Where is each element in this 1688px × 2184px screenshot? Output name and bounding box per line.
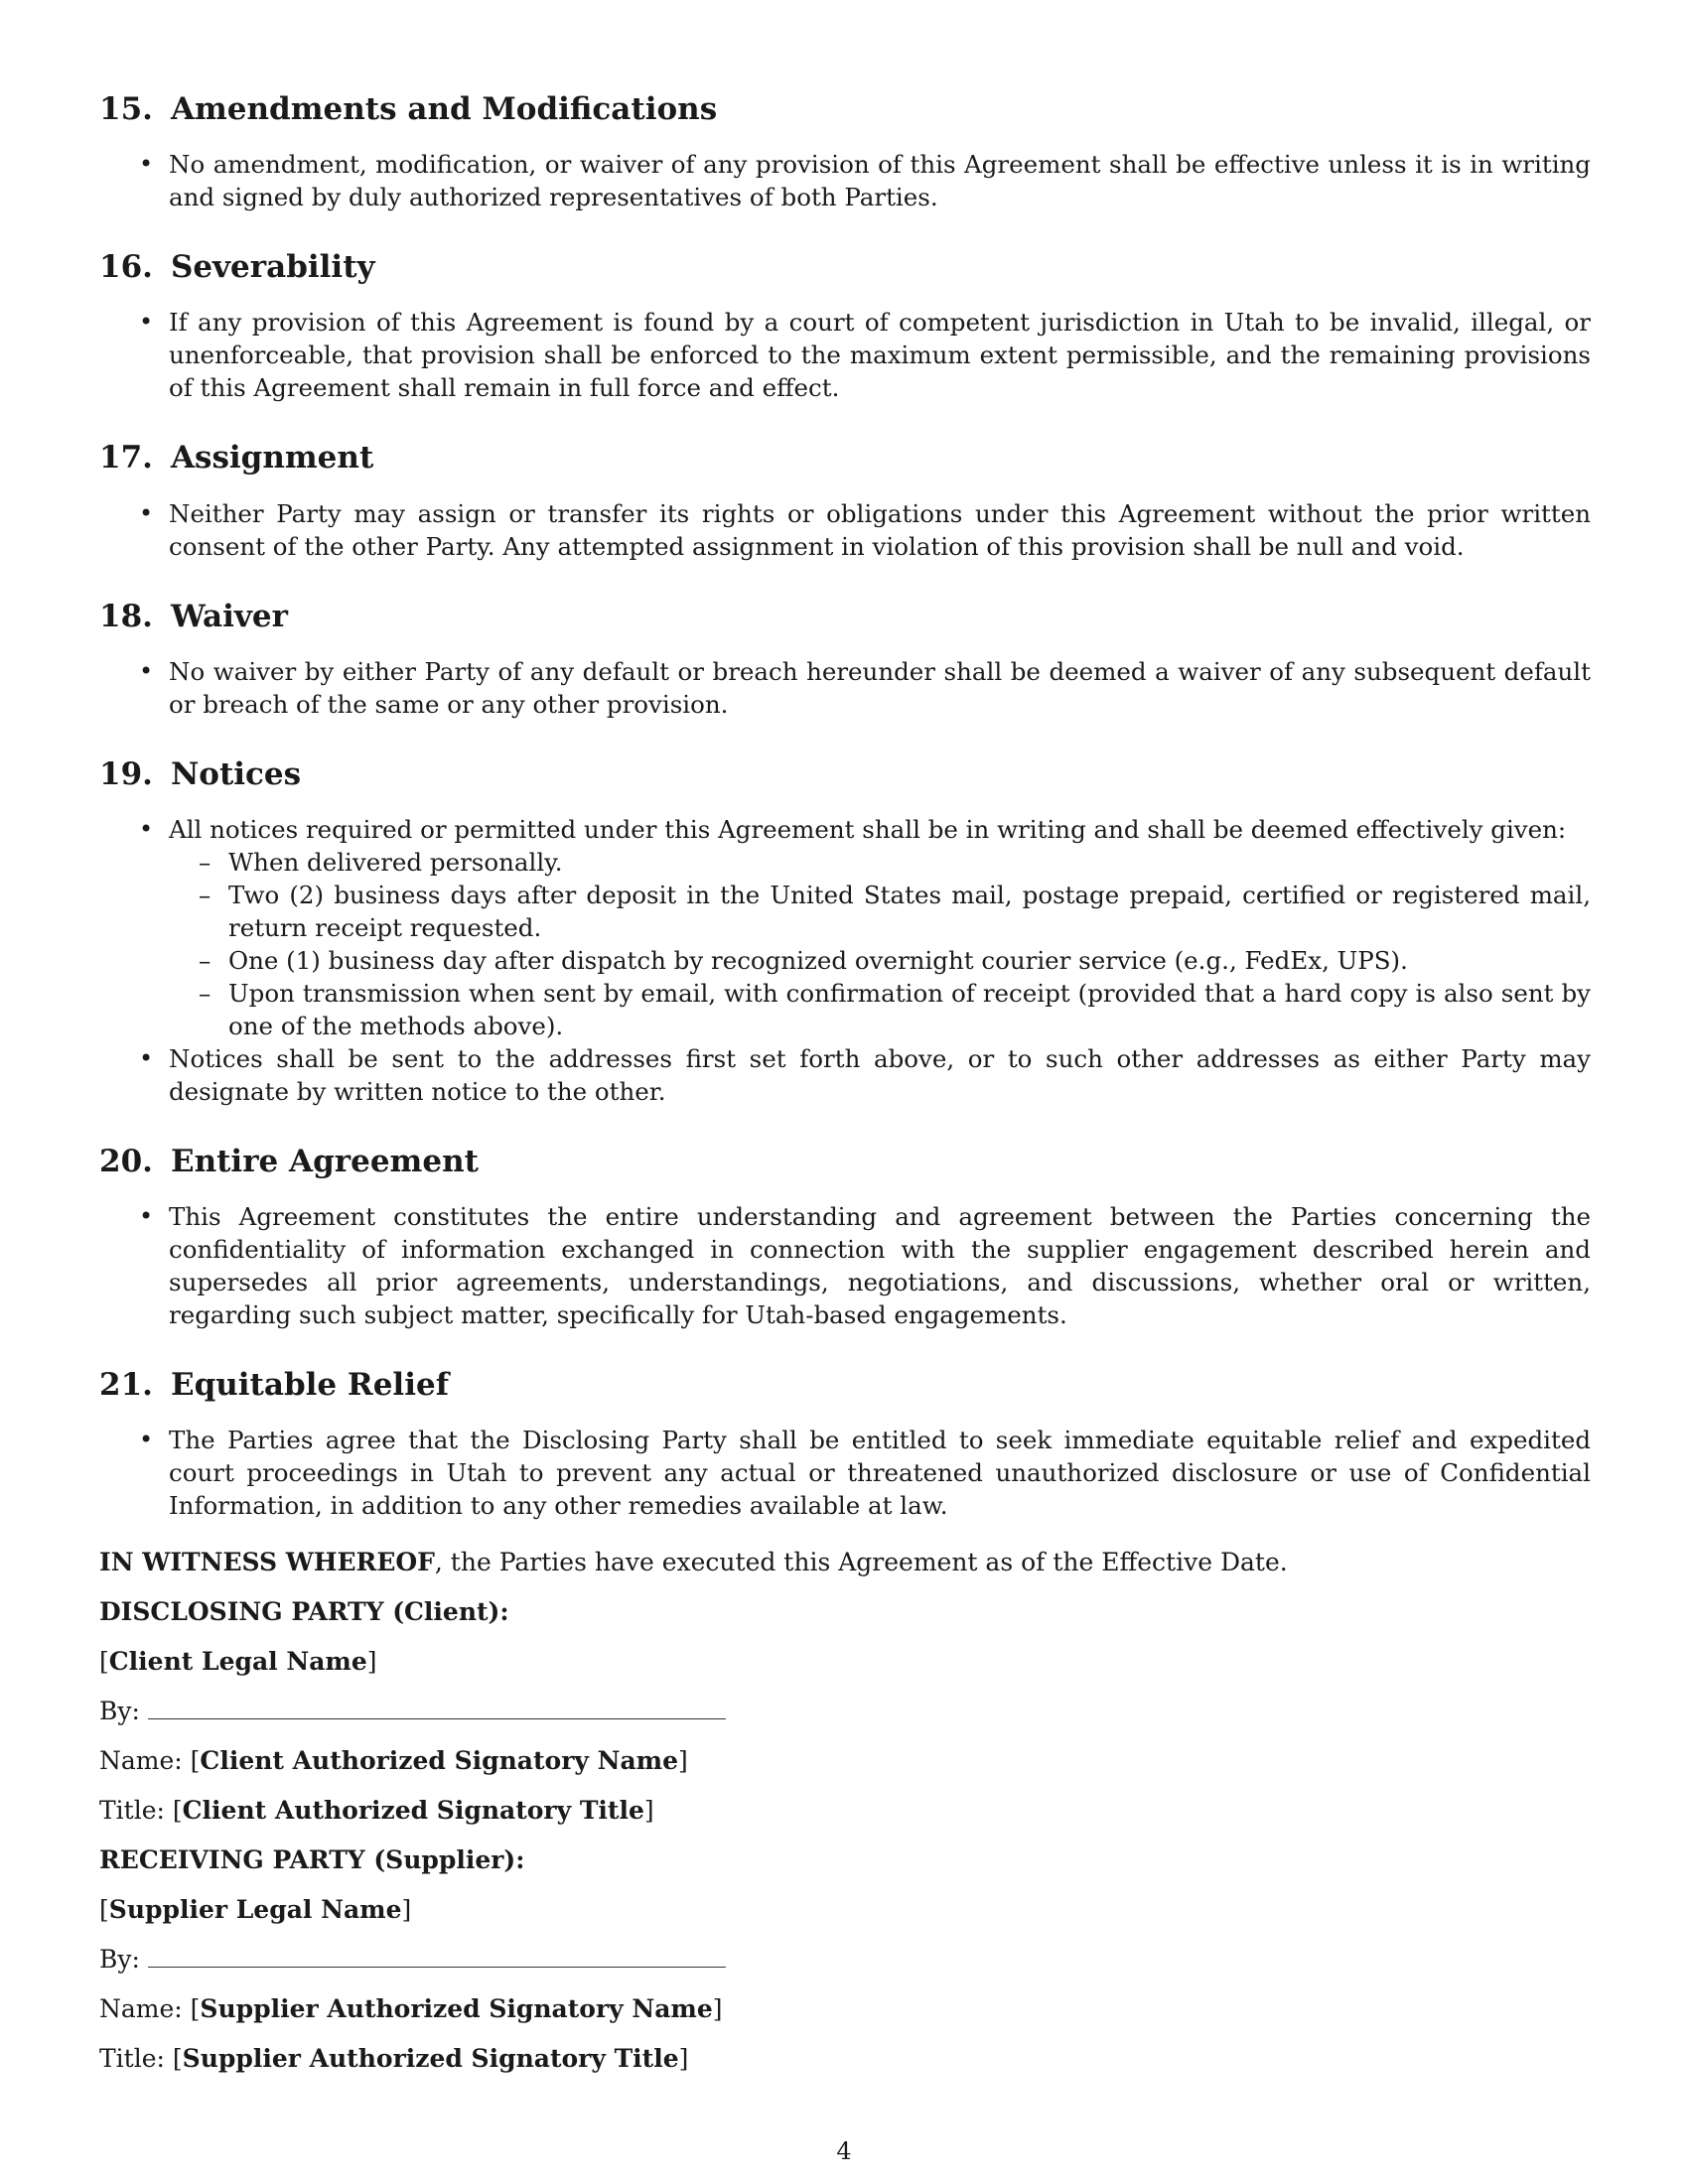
- section-18: [99, 599, 1591, 721]
- section-title: Waiver: [170, 598, 288, 634]
- section-20: [99, 1144, 1591, 1331]
- witness-text: , the Parties have executed this Agreement as of the Effective Date.: [434, 1548, 1288, 1577]
- bullet-list: [99, 497, 1591, 563]
- by-label: By:: [99, 1945, 140, 1975]
- page-number: 4: [836, 2137, 852, 2165]
- section-heading: [99, 249, 1591, 286]
- name-label: Name:: [99, 1746, 183, 1776]
- receiving-party-heading: RECEIVING PARTY (Supplier):: [99, 1845, 525, 1875]
- bullet-item: • The Parties agree that the Disclosing Party shall be entitled to seek immediate equitable relief and expedited court proceedings in Utah to prevent any actual or threatened unauthorized disclosure or use of Confidential Information, in addition to any other remedies available at law.: [99, 1424, 1591, 1522]
- bullet-list: [99, 148, 1591, 213]
- receiving-signatory-title-row: Title: [Supplier Authorized Signatory Title]: [99, 2044, 689, 2074]
- section-heading: [99, 1367, 1591, 1404]
- section-heading: [99, 756, 1591, 793]
- bullet-text: All notices required or permitted under this Agreement shall be in writing and shall be deemed effectively given:: [169, 814, 1567, 844]
- receiving-signature-row: [99, 1943, 1591, 1976]
- bullet-list: [99, 1424, 1591, 1522]
- section-title: Notices: [170, 755, 302, 792]
- section-17: [99, 440, 1591, 562]
- section-number: 20.: [99, 1143, 153, 1179]
- bullet-list: [99, 306, 1591, 404]
- disclosing-signatory-title-row: Title: [Client Authorized Signatory Title]: [99, 1796, 654, 1826]
- signature-line[interactable]: [148, 1943, 726, 1968]
- receiving-signatory-name-row: Name: [Supplier Authorized Signatory Name]: [99, 1994, 723, 2024]
- bullet-item: [99, 813, 1591, 1042]
- section-number: 18.: [99, 598, 153, 634]
- bullet-item: • No amendment, modification, or waiver of any provision of this Agreement shall be effective unless it is in writing and signed by duly authorized representatives of both Parties.: [99, 148, 1591, 213]
- bullet-item: • If any provision of this Agreement is found by a court of competent jurisdiction in Utah to be invalid, illegal, or unenforceable, that provision shall be enforced to the maximum extent permissible, and the remaining provisions of this Agreement shall remain in full force and effect.: [99, 306, 1591, 404]
- bullet-item: • Notices shall be sent to the addresses first set forth above, or to such other addresses as either Party may designate by written notice to the other.: [99, 1042, 1591, 1108]
- disclosing-legal-name: [Client Legal Name]: [99, 1647, 377, 1677]
- signatory-name-placeholder: Client Authorized Signatory Name: [200, 1746, 679, 1776]
- section-title: Amendments and Modifications: [170, 91, 718, 127]
- section-number: 16.: [99, 249, 153, 286]
- name-label: Name:: [99, 1994, 183, 2024]
- sub-list: [169, 846, 1591, 1042]
- document-page: [99, 91, 1591, 2075]
- bullet-list: [99, 1200, 1591, 1331]
- section-number: 21.: [99, 1367, 153, 1404]
- section-15: [99, 91, 1591, 213]
- section-title: Assignment: [170, 440, 374, 477]
- title-label: Title:: [99, 1796, 165, 1826]
- legal-name-placeholder: Client Legal Name: [108, 1647, 367, 1677]
- title-label: Title:: [99, 2044, 165, 2074]
- signatory-title-placeholder: Client Authorized Signatory Title: [182, 1796, 644, 1826]
- section-number: 15.: [99, 91, 153, 127]
- section-heading: [99, 91, 1591, 128]
- section-title: Severability: [170, 249, 375, 286]
- section-number: 19.: [99, 755, 153, 792]
- section-heading: [99, 440, 1591, 477]
- section-title: Entire Agreement: [170, 1143, 479, 1179]
- section-title: Equitable Relief: [170, 1367, 450, 1404]
- section-number: 17.: [99, 440, 153, 477]
- sub-item: – When delivered personally.: [169, 846, 1591, 879]
- section-heading: [99, 1144, 1591, 1180]
- disclosing-signatory-name-row: Name: [Client Authorized Signatory Name]: [99, 1746, 688, 1776]
- bullet-list: [99, 655, 1591, 721]
- bullet-item: • Neither Party may assign or transfer its rights or obligations under this Agreement without the prior written consent of the other Party. Any attempted assignment in violation of this provision shall be null and void.: [99, 497, 1591, 563]
- signatory-title-placeholder: Supplier Authorized Signatory Title: [182, 2044, 679, 2074]
- sub-item: – One (1) business day after dispatch by recognized overnight courier service (e.g., FedEx, UPS).: [169, 944, 1591, 977]
- signature-line[interactable]: [148, 1695, 726, 1719]
- receiving-legal-name: [Supplier Legal Name]: [99, 1895, 412, 1925]
- sub-item: – Two (2) business days after deposit in the United States mail, postage prepaid, certified or registered mail, return receipt requested.: [169, 879, 1591, 944]
- section-16: [99, 249, 1591, 404]
- bullet-item: • No waiver by either Party of any default or breach hereunder shall be deemed a waiver of any subsequent default or breach of the same or any other provision.: [99, 655, 1591, 721]
- witness-heading: IN WITNESS WHEREOF: [99, 1548, 435, 1577]
- by-label: By:: [99, 1697, 140, 1726]
- sub-item: – Upon transmission when sent by email, with confirmation of receipt (provided that a hard copy is also sent by one of the methods above).: [169, 977, 1591, 1042]
- signatory-name-placeholder: Supplier Authorized Signatory Name: [200, 1994, 713, 2024]
- section-19: [99, 756, 1591, 1108]
- witness-clause: [99, 1546, 1591, 1578]
- bullet-list: [99, 813, 1591, 1108]
- section-heading: [99, 599, 1591, 635]
- section-21: [99, 1367, 1591, 1522]
- disclosing-signature-row: [99, 1695, 1591, 1727]
- legal-name-placeholder: Supplier Legal Name: [108, 1895, 402, 1925]
- bullet-item: • This Agreement constitutes the entire understanding and agreement between the Parties concerning the confidentiality of information exchanged in connection with the supplier engagement described herein and supersedes all prior agreements, understandings, negotiations, and discussions, whether oral or written, regarding such subject matter, specifically for Utah-based engagements.: [99, 1200, 1591, 1331]
- disclosing-party-heading: DISCLOSING PARTY (Client):: [99, 1597, 509, 1627]
